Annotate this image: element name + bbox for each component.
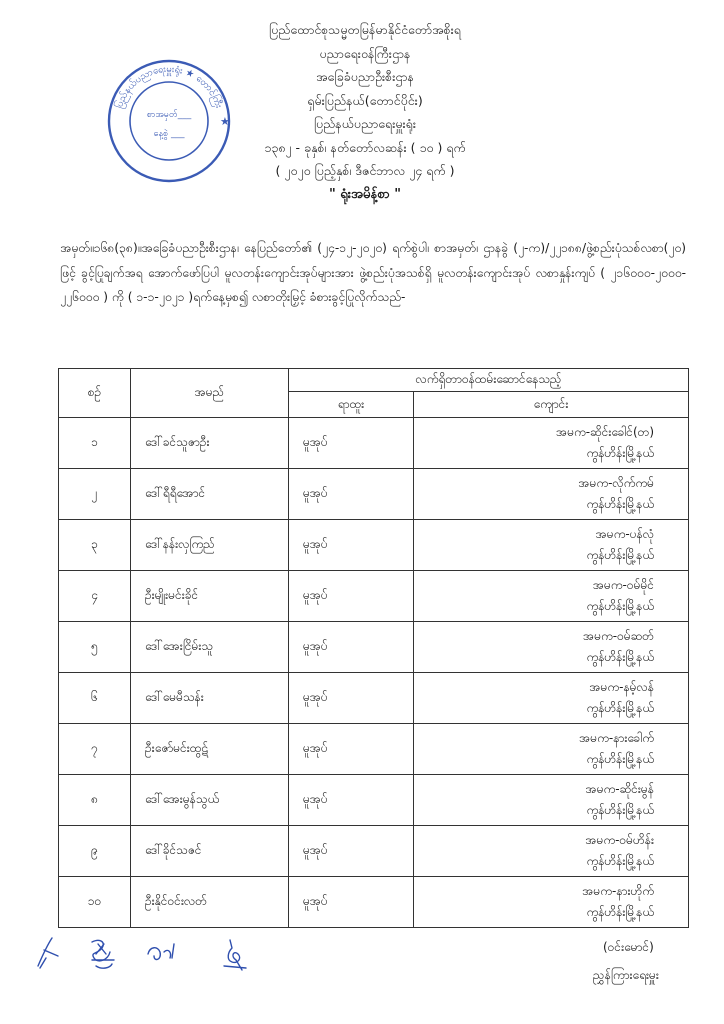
school-name: အမက-ပန်လုံ xyxy=(595,527,654,541)
row-name: ဦးမျိုးမင်းခိုင် xyxy=(131,571,289,622)
header-line-office: ပြည်နယ်ပညာရေးမှူးရုံး xyxy=(313,116,417,131)
table-row xyxy=(59,622,689,673)
seal-field-date: နေ့စွဲ ___ xyxy=(153,129,185,139)
header-line-department: အခြေခံပညာဦးစီးဌာန xyxy=(316,69,414,84)
signature-mark xyxy=(92,940,114,968)
row-school xyxy=(414,826,689,877)
table-row xyxy=(59,724,689,775)
school-township: ကွန်ဟိန်းမြို့နယ် xyxy=(586,752,654,766)
column-header-rank: ရာထူး xyxy=(289,392,414,418)
school-name: အမက-ဆိုင်းခေါင်(တ) xyxy=(556,425,654,439)
row-rank: မူအုပ် xyxy=(289,571,414,622)
school-township: ကွန်ဟိန်းမြို့နယ် xyxy=(586,599,654,613)
row-name: ဒေါ်မေမီသန်း xyxy=(131,673,289,724)
official-seal-stamp xyxy=(106,58,232,184)
seal-field-number: စာအမှတ်___ xyxy=(146,110,192,120)
row-name: ဦးနိုင်ဝင်းလတ် xyxy=(131,877,289,928)
row-number: ၆ xyxy=(59,673,131,724)
signature-mark xyxy=(148,944,174,959)
school-name: အမက-နားခေါက် xyxy=(579,731,654,745)
row-number: ၇ xyxy=(59,724,131,775)
row-number: ၃ xyxy=(59,520,131,571)
column-header-number: စဉ် xyxy=(59,369,131,418)
svg-text:ပြည်နယ်ပညာရေးမှူးရုံး ★ တောင်က xyxy=(113,64,226,111)
school-name: အမက-ဝမ်ဆတ် xyxy=(583,629,654,643)
signature-mark xyxy=(38,938,58,968)
table-row xyxy=(59,826,689,877)
row-name: ဒေါ်အေးမွန်သွယ် xyxy=(131,775,289,826)
header-line-state: ရှမ်းပြည်နယ်(တောင်ပိုင်း) xyxy=(307,92,423,108)
table-row xyxy=(59,571,689,622)
school-name: အမက-နားဟိုက် xyxy=(582,884,654,898)
row-school xyxy=(414,673,689,724)
seal-star-icon: ★ xyxy=(220,115,230,128)
school-name: အမက-ဆိုင်းမွန် xyxy=(585,782,654,796)
school-township: ကွန်ဟိန်းမြို့နယ် xyxy=(586,803,654,817)
signer-name: (ဝင်းမောင်) xyxy=(603,940,654,954)
row-school xyxy=(414,520,689,571)
row-name: ဒေါ်ရီရီအောင် xyxy=(131,469,289,520)
row-number: ၅ xyxy=(59,622,131,673)
header-line-gregorian-date: ( ၂၀၂၀ ပြည့်နှစ်၊ ဒီဇင်ဘာလ ၂၄ ရက် ) xyxy=(275,163,455,178)
school-name: အမက-ဝမ်ဟိန်း xyxy=(585,833,654,847)
row-school xyxy=(414,571,689,622)
order-paragraph: အမှတ်။၁၆၈(၃၈)။အခြေခံပညာဦးစီးဌာန၊ နေပြည်တော်၏ (၂၄-၁၂-၂၀၂၀) ရက်စွဲပါ၊ စာအမှတ်၊ ဌာနခွဲ (၂-က)/၂၂၁၈၈/ဖွဲ့စည်းပုံသစ်လစာ(၂၀) ဖြင့် ခွင့်ပြုချက်အရ အောက်ဖော်ပြပါ မူလတန်းကျောင်းအုပ်များအား ဖွဲ့စည်းပုံအသစ်ရှိ မူလတန်းကျောင်းအုပ် လစာနှုန်းကျပ် ( ၂၁၆၀၀၀-၂၀၀၀- ၂၂၆၀၀၀ ) ကို ( ၁-၁-၂၀၂၁ )ရက်နေ့မှစ၍ လစာတိုးမြှင့် ခံစားခွင့်ပြုလိုက်သည်- xyxy=(60,241,686,304)
school-name: အမက-ဝမ်မိုင် xyxy=(592,578,654,592)
row-rank: မူအုပ် xyxy=(289,673,414,724)
header-line-myanmar-date: ၁၃၈၂ - ခုနှစ်၊ နတ်တော်လဆန်း ( ၁၀ ) ရက် xyxy=(264,139,466,155)
school-township: ကွန်ဟိန်းမြို့နယ် xyxy=(586,548,654,562)
handwritten-initials xyxy=(32,930,272,980)
row-name: ဒေါ်အေးငြိမ်းသူ xyxy=(131,622,289,673)
row-school xyxy=(414,877,689,928)
school-name: အမက-နမ့်လန် xyxy=(589,680,654,694)
table-row xyxy=(59,673,689,724)
header-line-government: ပြည်ထောင်စုသမ္မတမြန်မာနိုင်ငံတော်အစိုးရ xyxy=(269,22,461,37)
signature-mark xyxy=(224,940,246,970)
row-rank: မူအုပ် xyxy=(289,877,414,928)
school-township: ကွန်ဟိန်းမြို့နယ် xyxy=(586,650,654,664)
row-rank: မူအုပ် xyxy=(289,622,414,673)
school-township: ကွန်ဟိန်းမြို့နယ် xyxy=(586,497,654,511)
table-row xyxy=(59,775,689,826)
row-school xyxy=(414,724,689,775)
school-township: ကွန်ဟိန်းမြို့နယ် xyxy=(586,905,654,919)
table-row xyxy=(59,469,689,520)
school-name: အမက-လိုက်ကမ် xyxy=(578,476,654,490)
personnel-table xyxy=(58,368,689,928)
row-rank: မူအုပ် xyxy=(289,826,414,877)
row-rank: မူအုပ် xyxy=(289,469,414,520)
row-number: ၈ xyxy=(59,775,131,826)
header-line-ministry: ပညာရေးဝန်ကြီးဌာန xyxy=(319,45,411,61)
table-row xyxy=(59,520,689,571)
row-rank: မူအုပ် xyxy=(289,775,414,826)
column-header-school: ကျောင်း xyxy=(414,392,689,418)
row-name: ဒေါ်ခင်သူဇာဦး xyxy=(131,418,289,469)
document-title: " ရုံးအမိန့်စာ " xyxy=(328,186,402,202)
column-header-current-post: လက်ရှိတာဝန်ထမ်းဆောင်နေသည့် xyxy=(289,369,689,392)
row-rank: မူအုပ် xyxy=(289,520,414,571)
row-number: ၁၀ xyxy=(59,877,131,928)
table-row xyxy=(59,418,689,469)
row-rank: မူအုပ် xyxy=(289,418,414,469)
table-row xyxy=(59,877,689,928)
row-school xyxy=(414,469,689,520)
row-rank: မူအုပ် xyxy=(289,724,414,775)
column-header-name: အမည် xyxy=(131,369,289,418)
row-name: ဒေါ်ခိုင်သဇင် xyxy=(131,826,289,877)
row-name: ဒေါ်နန်းလှကြည် xyxy=(131,520,289,571)
row-school xyxy=(414,418,689,469)
row-number: ၄ xyxy=(59,571,131,622)
school-township: ကွန်ဟိန်းမြို့နယ် xyxy=(586,701,654,715)
seal-ring-text: ပြည်နယ်ပညာရေးမှူးရုံး ★ တောင်ကြီး xyxy=(113,63,225,110)
signer-title: ညွှန်ကြားရေးမှူး xyxy=(593,968,659,982)
row-school xyxy=(414,775,689,826)
row-number: ၉ xyxy=(59,826,131,877)
school-township: ကွန်ဟိန်းမြို့နယ် xyxy=(586,854,654,868)
row-number: ၁ xyxy=(59,418,131,469)
row-name: ဦးဇော်မင်းထွဋ် xyxy=(131,724,289,775)
signature-block xyxy=(585,933,724,989)
row-number: ၂ xyxy=(59,469,131,520)
row-school xyxy=(414,622,689,673)
school-township: ကွန်ဟိန်းမြို့နယ် xyxy=(586,446,654,460)
